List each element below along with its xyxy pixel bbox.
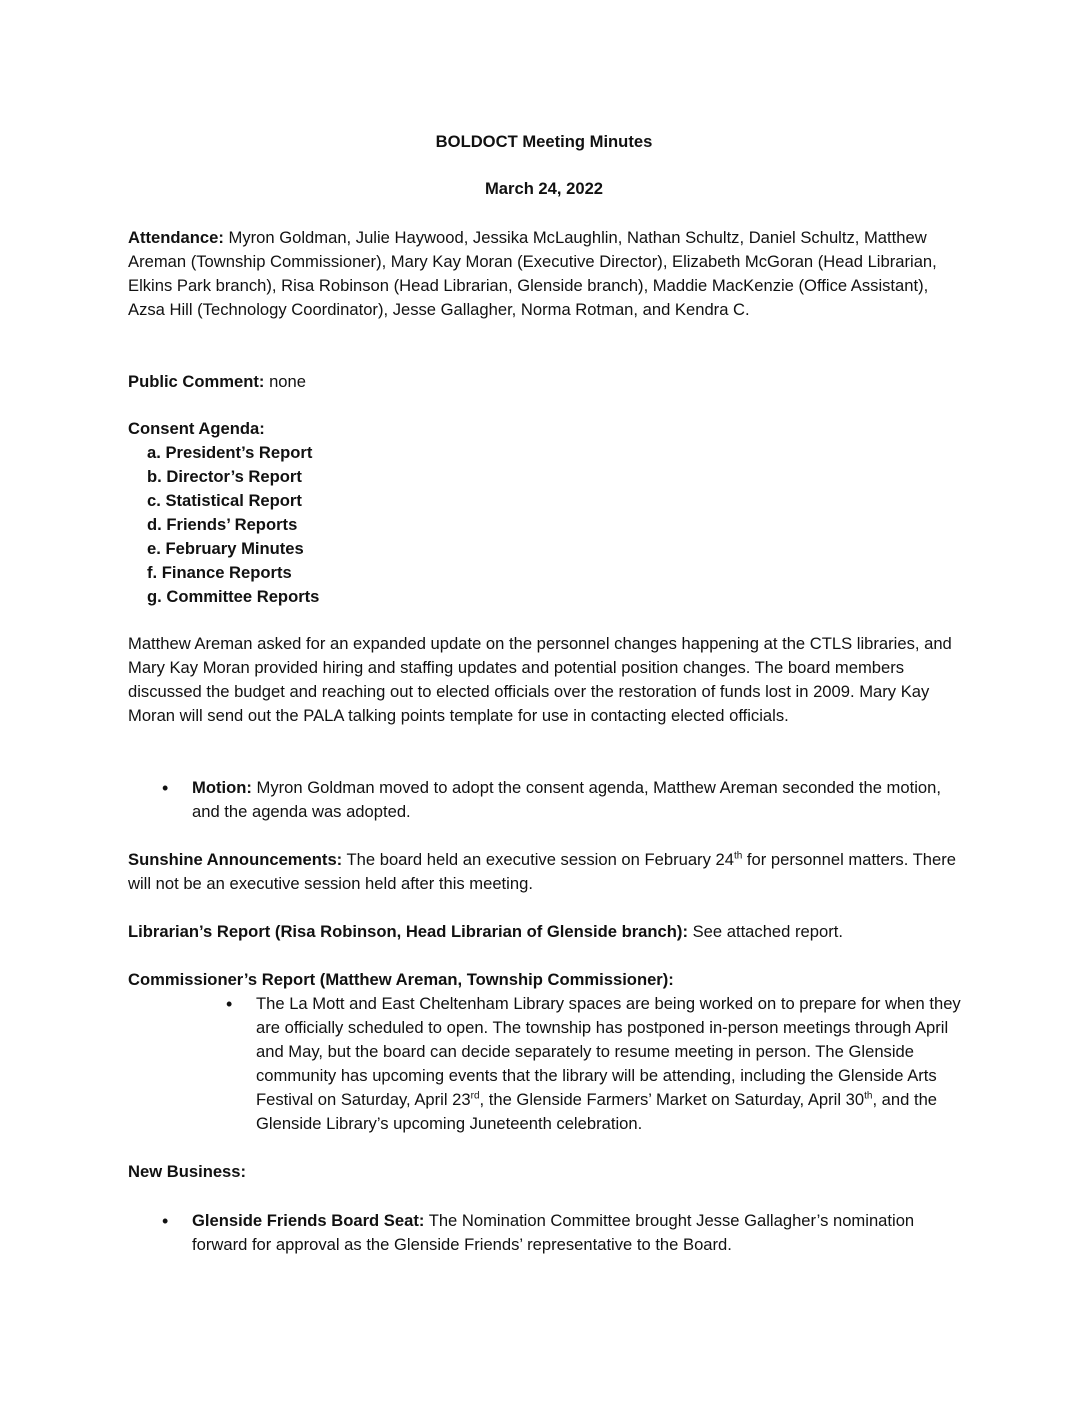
public-comment-paragraph [128, 370, 968, 394]
motion-text: Myron Goldman moved to adopt the consent agenda, Matthew Areman seconded the motion, and the agenda was adopted. [192, 778, 941, 821]
commissioner-sup-a: rd [470, 1090, 480, 1102]
librarian-report-paragraph [128, 920, 968, 944]
sunshine-paragraph [128, 848, 968, 896]
new-business-label: New Business: [128, 1162, 247, 1181]
consent-discussion-paragraph: Matthew Areman asked for an expanded update on the personnel changes happening at the CTLS libraries, and Mary Kay Moran provided hiring and staffing updates and potential position changes. The board members discussed the budget and reaching out to elected officials over the restoration of funds lost in 2009. Mary Kay Moran will send out the PALA talking points template for use in contacting elected officials. [128, 634, 952, 725]
list-item: e. February Minutes [147, 539, 304, 558]
new-business-item [192, 1209, 968, 1257]
list-item: g. Committee Reports [147, 587, 320, 606]
consent-agenda-list [128, 441, 968, 609]
glenside-seat-label: Glenside Friends Board Seat: [192, 1211, 425, 1230]
commissioner-sup-b: th [864, 1090, 873, 1102]
list-item: d. Friends’ Reports [147, 515, 298, 534]
commissioner-report-label: Commissioner’s Report (Matthew Areman, Township Commissioner): [128, 970, 674, 989]
meeting-date: March 24, 2022 [484, 179, 604, 198]
sunshine-text-b: for personnel matters. There will not be an executive session held after this meeting. [128, 850, 956, 893]
librarian-report-text: See attached report. [692, 922, 843, 941]
librarian-report-label: Librarian’s Report (Risa Robinson, Head Librarian of Glenside branch): [128, 922, 688, 941]
commissioner-text-b: , the Glenside Farmers’ Market on Saturday, April 30 [479, 1090, 865, 1109]
motion-list [192, 776, 968, 824]
page-title: BOLDOCT Meeting Minutes [435, 132, 653, 151]
list-item: b. Director’s Report [147, 467, 302, 486]
sunshine-label: Sunshine Announcements: [128, 850, 343, 869]
sunshine-sup: th [733, 850, 743, 862]
new-business-list [192, 1209, 968, 1257]
list-item: f. Finance Reports [147, 563, 292, 582]
commissioner-text-c: , and the Glenside Library’s upcoming Juneteenth celebration. [256, 1090, 938, 1133]
commissioner-item [256, 992, 968, 1136]
commissioner-text-a: The La Mott and East Cheltenham Library spaces are being worked on to prepare for when they are officially scheduled to open. The township has postponed in-person meetings through April and May, but the board can decide separately to resume meeting in person. The Glenside community has upcoming events that the library will be attending, including the Glenside Arts Festival on Saturday, April 23 [256, 994, 961, 1109]
public-comment-label: Public Comment: [128, 372, 265, 391]
sunshine-text-a: The board held an executive session on February 24 [346, 850, 734, 869]
glenside-seat-text: The Nomination Committee brought Jesse Gallagher’s nomination forward for approval as the Glenside Friends’ representative to the Board. [192, 1211, 915, 1254]
public-comment-text: none [269, 372, 306, 391]
consent-agenda-label: Consent Agenda: [128, 419, 265, 438]
motion-item [192, 776, 968, 824]
attendance-text: Myron Goldman, Julie Haywood, Jessika McLaughlin, Nathan Schultz, Daniel Schultz, Matthew Areman (Township Commissioner), Mary Kay Moran (Executive Director), Elizabeth McGoran (Head Librarian, Elkins Park branch), Risa Robinson (Head Librarian, Glenside branch), Maddie MacKenzie (Office Assistant), Azsa Hill (Technology Coordinator), Jesse Gallagher, Norma Rotman, and Kendra C. [128, 228, 937, 319]
consent-agenda-section [128, 417, 968, 609]
motion-label: Motion: [192, 778, 252, 797]
commissioner-list [256, 992, 968, 1136]
list-item: c. Statistical Report [147, 491, 302, 510]
list-item: a. President’s Report [147, 443, 313, 462]
attendance-paragraph [128, 226, 968, 322]
attendance-label: Attendance: [128, 228, 224, 247]
